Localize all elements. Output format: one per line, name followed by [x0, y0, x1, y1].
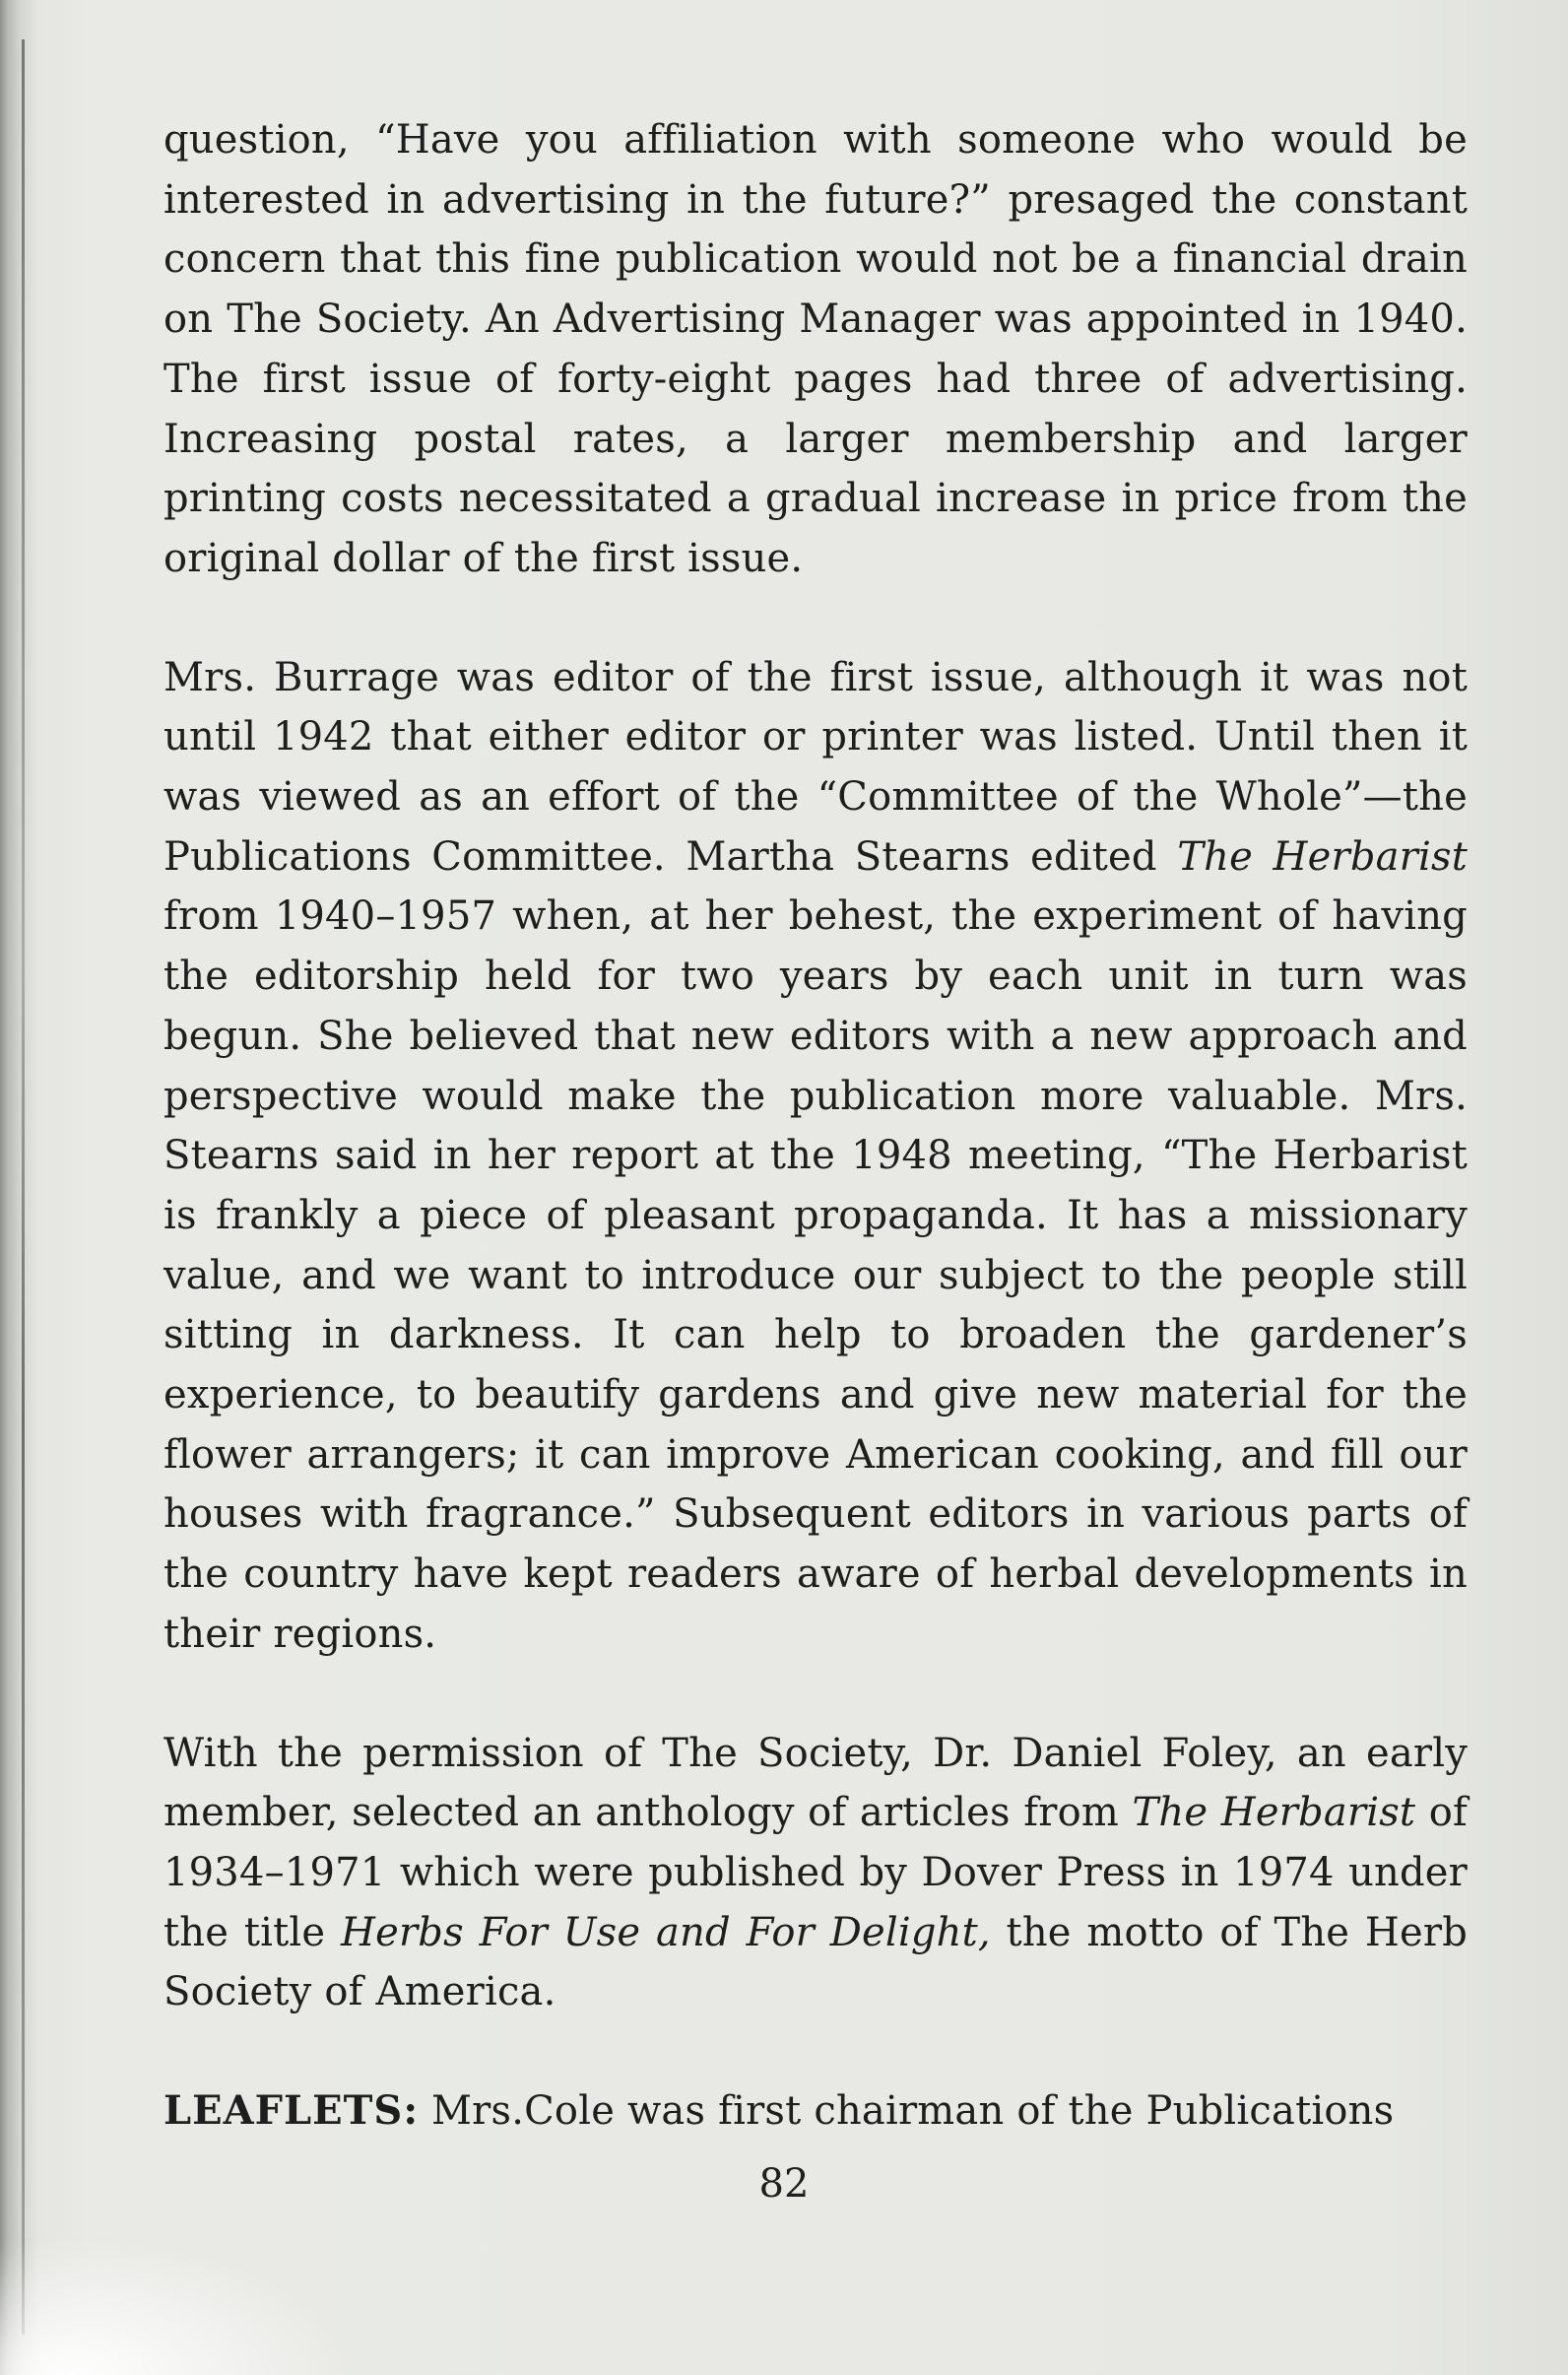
paragraph-text: from 1940–1957 when, at her behest, the experiment of having the editorship held for two years by each unit in turn was begun. She believed that new editors with a new approach and perspective would make the publication more valuable. Mrs. Stearns said in her report at the 1948 meeting, “The Herbarist is frankly a piece of pleasant propaganda. It has a missionary value, and we want to introduce our subject to the people still sitting in darkness. It can help to broaden the gardener’s experience, to beautify gardens and give new material for the flower arrangers; it can improve American cooking, and fill our houses with fragrance.” Subsequent editors in various parts of the country have kept readers aware of herbal developments in their regions. — [163, 893, 1468, 1657]
paragraph-text: Mrs.Cole was first chairman of the Publications — [419, 2088, 1395, 2135]
body-text — [163, 110, 1468, 2142]
paragraph-editors — [163, 648, 1468, 1665]
paragraph-text: With the permission of The Society, Dr. Daniel Foley, an early member, selected an anthology of articles from — [163, 1730, 1468, 1836]
page-number: 82 — [758, 2161, 810, 2207]
paragraph-leaflets — [163, 2081, 1468, 2142]
paragraph-advertising — [163, 110, 1468, 589]
paragraph-text: the motto of The Herb Society of America. — [163, 1909, 1468, 2015]
paragraph-anthology — [163, 1724, 1468, 2023]
italic-book-title: Herbs For Use and For Delight, — [341, 1909, 991, 1955]
paragraph-text: of 1934–1971 which were published by Dover Press in 1974 under the title — [163, 1790, 1469, 1955]
paragraph-text: question, “Have you affiliation with someone who would be interested in advertising in the future?” presaged the constant concern that this fine publication would not be a financial drain on The Society. An Advertising Manager was appointed in 1940. The first issue of forty-eight pages had three of advertising. Increasing postal rates, a larger membership and larger printing costs necessitated a gradual increase in price from the original dollar of the first issue. — [163, 117, 1468, 581]
binding-gutter — [0, 0, 39, 2375]
paragraph-text: Mrs. Burrage was editor of the first issue, although it was not until 1942 that either editor or printer was listed. Until then it was viewed as an effort of the “Committee of the Whole”—the Publications Committee. Martha Stearns edited — [163, 654, 1468, 880]
light-glare — [0, 2237, 355, 2375]
binding-shadow-line — [22, 39, 25, 2335]
italic-title: The Herbarist — [1132, 1790, 1416, 1836]
italic-title: The Herbarist — [1177, 833, 1468, 880]
section-heading: LEAFLETS: — [163, 2087, 420, 2135]
